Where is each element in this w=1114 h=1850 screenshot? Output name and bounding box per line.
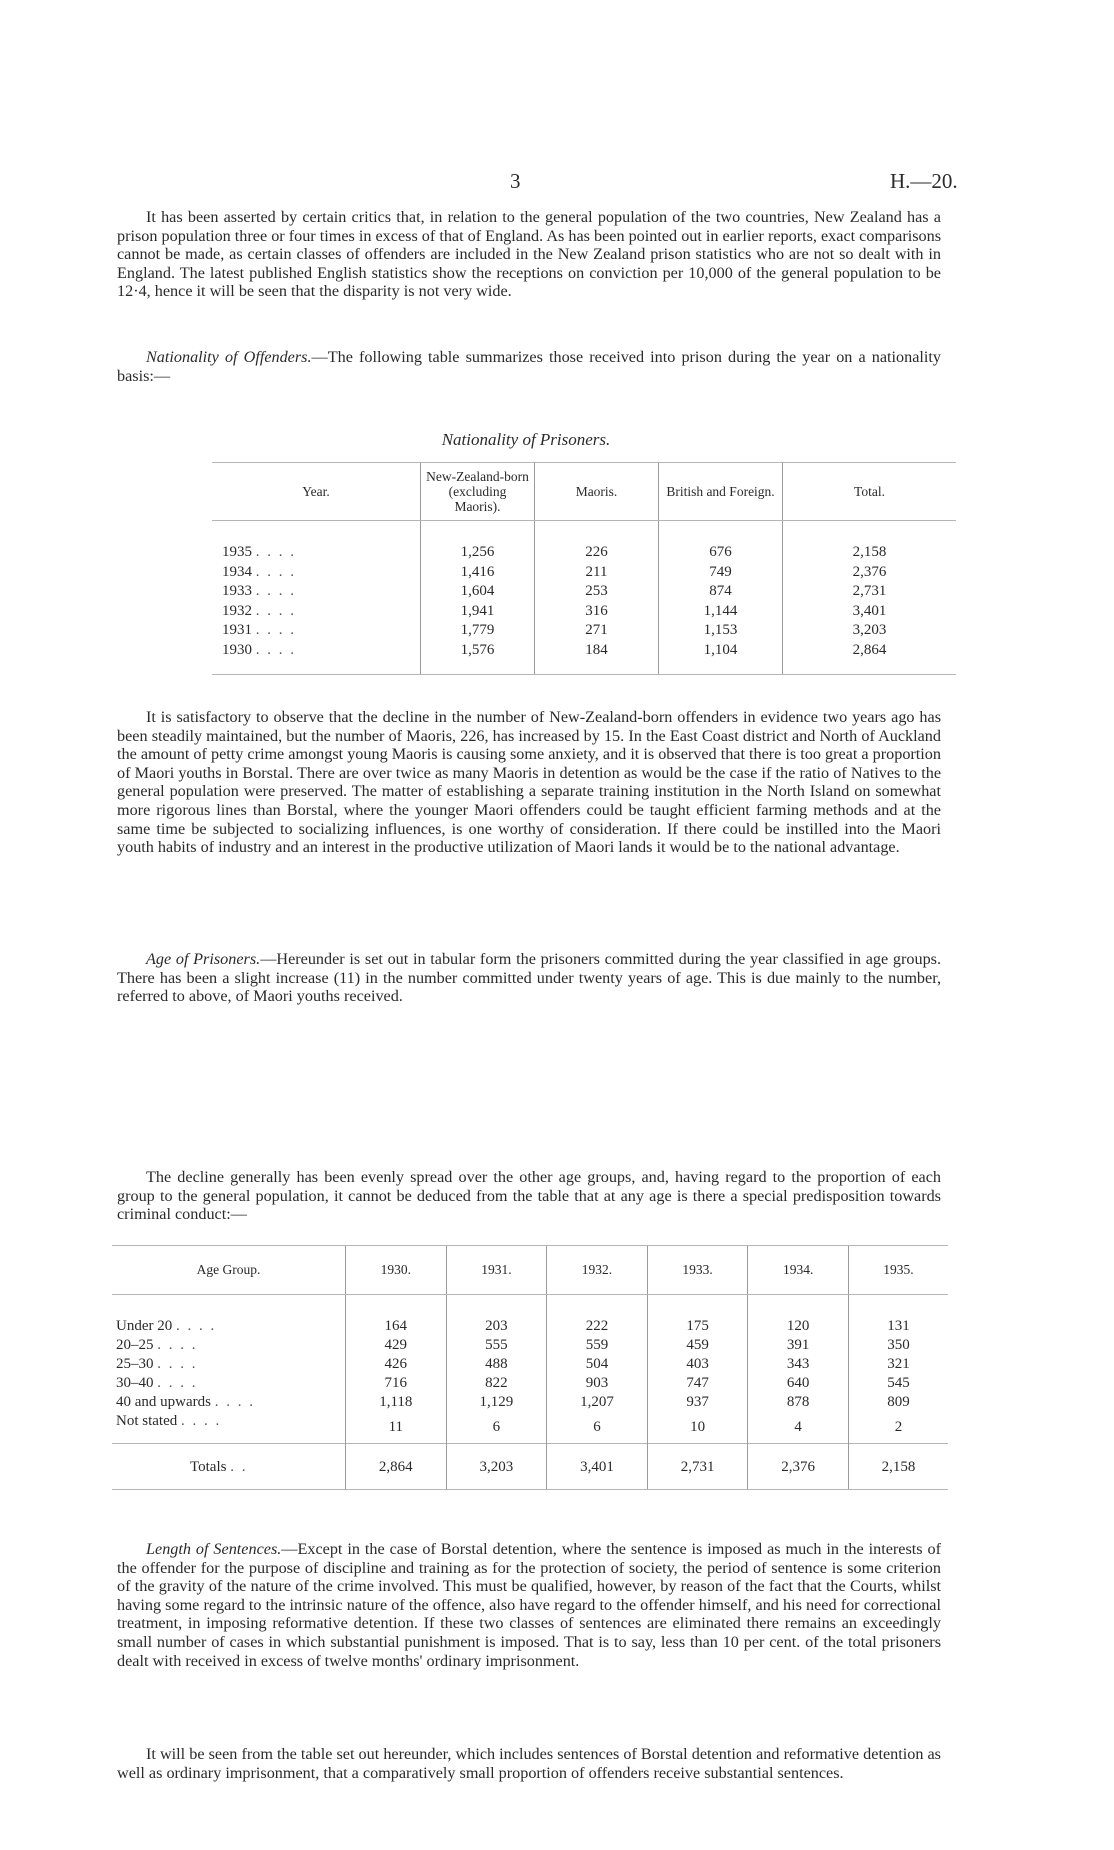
total-1935: 2,158: [848, 1444, 948, 1490]
total-1930: 2,864: [346, 1444, 447, 1490]
header-age-group: Age Group.: [112, 1246, 346, 1295]
cell-1933: 403: [647, 1355, 748, 1374]
cell-1933: 459: [647, 1336, 748, 1355]
row-age-group: 20–25: [116, 1337, 154, 1353]
table-row: [212, 621, 956, 641]
cell-maoris: 253: [535, 582, 659, 602]
cell-total: 2,731: [783, 582, 957, 602]
cell-1931: 1,129: [446, 1393, 547, 1412]
section-heading-nationality: Nationality of Offenders.: [146, 348, 312, 366]
row-year: 1930: [222, 641, 252, 658]
cell-1934: 343: [748, 1355, 849, 1374]
cell-1930: 1,118: [346, 1393, 447, 1412]
row-year: 1933: [222, 583, 252, 599]
cell-1935: 545: [848, 1374, 948, 1393]
cell-1933: 937: [647, 1393, 748, 1412]
paragraph-population-comparison: It has been asserted by certain critics that, in relation to the general population of the two countries, New Zealand has a prison population three or four times in excess of that of England. As has been pointed out in earlier reports, exact comparisons cannot be made, as certain classes of offenders are included in the New Zealand prison statistics who are not so dealt with in England. The latest published English statistics show the receptions on conviction per 10,000 of the general population to be 12·4, hence it will be seen that the disparity is not very wide.: [117, 208, 941, 301]
row-leaders: . . . .: [255, 544, 296, 560]
row-year: 1934: [222, 563, 252, 580]
cell-total: 2,376: [783, 563, 957, 583]
row-age-group: 30–40: [116, 1375, 154, 1391]
total-1933: 2,731: [647, 1444, 748, 1490]
cell-total: 2,864: [783, 641, 957, 675]
cell-total: 3,203: [783, 621, 957, 641]
cell-nz-born: 1,576: [421, 641, 535, 675]
cell-nz-born: 1,416: [421, 563, 535, 583]
table-row: [112, 1374, 948, 1393]
cell-1935: 350: [848, 1336, 948, 1355]
cell-1931: 6: [446, 1412, 547, 1444]
header-total: Total.: [783, 463, 957, 521]
row-leaders: . . . .: [181, 1413, 222, 1429]
cell-british-foreign: 1,104: [659, 641, 783, 675]
cell-1930: 716: [346, 1374, 447, 1393]
cell-1932: 6: [547, 1412, 648, 1444]
cell-1932: 903: [547, 1374, 648, 1393]
cell-1934: 4: [748, 1412, 849, 1444]
page-number: 3: [510, 169, 521, 193]
paragraph-sentences-text: —Except in the case of Borstal detention, where the sentence is imposed as much in the interests of the offender for the purpose of discipline and training as for the protection of society, the period of sentence is some criterion of the gravity of the nature of the crime involved. This must be qualified, however, by reason of the fact that the Courts, whilst having some regard to the intrinsic nature of the offence, also have regard to the offender himself, and his need for correctional treatment, in imposing reformative detention. If these two classes of sentences are eliminated there remains an exceedingly small number of cases in which substantial punishment is imposed. That is to say, less than 10 per cent. of the total prisoners dealt with received in excess of twelve months' ordinary imprisonment.: [117, 1540, 941, 1670]
paragraph-substantial-sentences: It will be seen from the table set out hereunder, which includes sentences of Borstal detention and reformative detention as well as ordinary imprisonment, that a comparatively small proportion of offenders receive substantial sentences.: [117, 1745, 941, 1782]
cell-1931: 203: [446, 1295, 547, 1337]
cell-1933: 175: [647, 1295, 748, 1337]
paragraph-age-decline: The decline generally has been evenly spread over the other age groups, and, having regard to the proportion of each group to the general population, it cannot be deduced from the table that at any age is there a special predisposition towards criminal conduct:—: [117, 1168, 941, 1224]
cell-british-foreign: 1,153: [659, 621, 783, 641]
table-row: [212, 602, 956, 622]
header-british-foreign: British and Foreign.: [659, 463, 783, 521]
paragraph-nationality-text: —The following table summarizes those received into prison during the year on a nationality basis:—: [117, 348, 941, 385]
row-leaders: . .: [230, 1459, 248, 1475]
section-heading-sentences: Length of Sentences.: [146, 1540, 282, 1558]
cell-1932: 1,207: [547, 1393, 648, 1412]
cell-1931: 822: [446, 1374, 547, 1393]
row-year: 1932: [222, 602, 252, 619]
cell-total: 2,158: [783, 521, 957, 563]
cell-1932: 559: [547, 1336, 648, 1355]
table-row: [112, 1336, 948, 1355]
cell-british-foreign: 749: [659, 563, 783, 583]
row-leaders: . . . .: [255, 602, 296, 619]
cell-british-foreign: 1,144: [659, 602, 783, 622]
header-year-1935: 1935.: [848, 1246, 948, 1295]
nationality-table: [212, 462, 956, 675]
age-group-table: [112, 1245, 948, 1490]
cell-1935: 2: [848, 1412, 948, 1444]
cell-1934: 878: [748, 1393, 849, 1412]
paragraph-age-text: —Hereunder is set out in tabular form the prisoners committed during the year classified in age groups. There has been a slight increase (11) in the number committed under twenty years of age. This is due mainly to the number, referred to above, of Maori youths received.: [117, 950, 942, 1006]
row-leaders: . . . .: [176, 1318, 217, 1334]
row-age-group: 40 and upwards: [116, 1394, 211, 1410]
table-row: [112, 1412, 948, 1444]
row-leaders: . . . .: [255, 622, 296, 638]
table-row: [112, 1393, 948, 1412]
cell-british-foreign: 676: [659, 521, 783, 563]
total-1931: 3,203: [446, 1444, 547, 1490]
row-age-group: Not stated: [116, 1413, 178, 1429]
row-leaders: . . . .: [255, 583, 296, 599]
header-year-1931: 1931.: [446, 1246, 547, 1295]
cell-1935: 131: [848, 1295, 948, 1337]
table-row: [212, 563, 956, 583]
cell-1932: 222: [547, 1295, 648, 1337]
header-year-1932: 1932.: [547, 1246, 648, 1295]
document-reference: H.—20.: [890, 169, 958, 193]
row-year: 1931: [222, 622, 252, 638]
cell-total: 3,401: [783, 602, 957, 622]
cell-1931: 488: [446, 1355, 547, 1374]
cell-1933: 747: [647, 1374, 748, 1393]
cell-1930: 164: [346, 1295, 447, 1337]
table-row: [212, 641, 956, 675]
totals-row: [112, 1444, 948, 1490]
cell-1934: 391: [748, 1336, 849, 1355]
row-leaders: . . . .: [157, 1356, 198, 1372]
header-year-1930: 1930.: [346, 1246, 447, 1295]
row-leaders: . . . .: [255, 641, 296, 658]
table-row: [112, 1295, 948, 1337]
cell-maoris: 211: [535, 563, 659, 583]
age-table-header: [112, 1246, 948, 1295]
cell-nz-born: 1,779: [421, 621, 535, 641]
cell-1930: 11: [346, 1412, 447, 1444]
table-row: [112, 1355, 948, 1374]
paragraph-nationality-intro: [117, 348, 941, 385]
cell-nz-born: 1,256: [421, 521, 535, 563]
row-age-group: 25–30: [116, 1356, 154, 1372]
row-year: 1935: [222, 544, 252, 560]
header-nz-born: New-Zealand-born (excluding Maoris).: [421, 463, 535, 521]
cell-maoris: 271: [535, 621, 659, 641]
cell-maoris: 184: [535, 641, 659, 675]
header-year-1934: 1934.: [748, 1246, 849, 1295]
total-1934: 2,376: [748, 1444, 849, 1490]
cell-nz-born: 1,604: [421, 582, 535, 602]
totals-label: Totals: [190, 1459, 227, 1475]
cell-1935: 321: [848, 1355, 948, 1374]
row-leaders: . . . .: [214, 1394, 255, 1410]
header-year: Year.: [212, 463, 421, 521]
cell-british-foreign: 874: [659, 582, 783, 602]
cell-1930: 426: [346, 1355, 447, 1374]
cell-1933: 10: [647, 1412, 748, 1444]
paragraph-age-intro: [117, 950, 941, 1006]
cell-nz-born: 1,941: [421, 602, 535, 622]
header-year-1933: 1933.: [647, 1246, 748, 1295]
nationality-table-caption: Nationality of Prisoners.: [441, 430, 611, 449]
table-row: [212, 521, 956, 563]
row-leaders: . . . .: [157, 1337, 198, 1353]
cell-maoris: 316: [535, 602, 659, 622]
row-leaders: . . . .: [255, 563, 296, 580]
cell-maoris: 226: [535, 521, 659, 563]
cell-1932: 504: [547, 1355, 648, 1374]
paragraph-nz-born-decline: It is satisfactory to observe that the decline in the number of New-Zealand-born offenders in evidence two years ago has been steadily maintained, but the number of Maoris, 226, has increased by 15. In the East Coast district and North of Auckland the amount of petty crime amongst young Maoris is causing some anxiety, and it is observed that there is too great a proportion of Maori youths in Borstal. There are over twice as many Maoris in detention as would be the case if the ratio of Natives to the general population were preserved. The matter of establishing a separate training institution in the North Island on somewhat more rigorous lines than Borstal, where the younger Maori offenders could be taught efficient farming methods and at the same time be subjected to socializing influences, is one worthy of consideration. If there could be instilled into the Maori youth habits of industry and an interest in the productive utilization of Maori lands it would be to the national advantage.: [117, 708, 941, 857]
cell-1934: 120: [748, 1295, 849, 1337]
cell-1931: 555: [446, 1336, 547, 1355]
paragraph-length-of-sentences: [117, 1540, 941, 1670]
total-1932: 3,401: [547, 1444, 648, 1490]
nationality-table-header: [212, 463, 956, 521]
cell-1934: 640: [748, 1374, 849, 1393]
cell-1935: 809: [848, 1393, 948, 1412]
section-heading-age: Age of Prisoners.: [146, 950, 261, 968]
cell-1930: 429: [346, 1336, 447, 1355]
table-row: [212, 582, 956, 602]
row-age-group: Under 20: [116, 1318, 173, 1334]
header-maoris: Maoris.: [535, 463, 659, 521]
row-leaders: . . . .: [157, 1375, 198, 1391]
